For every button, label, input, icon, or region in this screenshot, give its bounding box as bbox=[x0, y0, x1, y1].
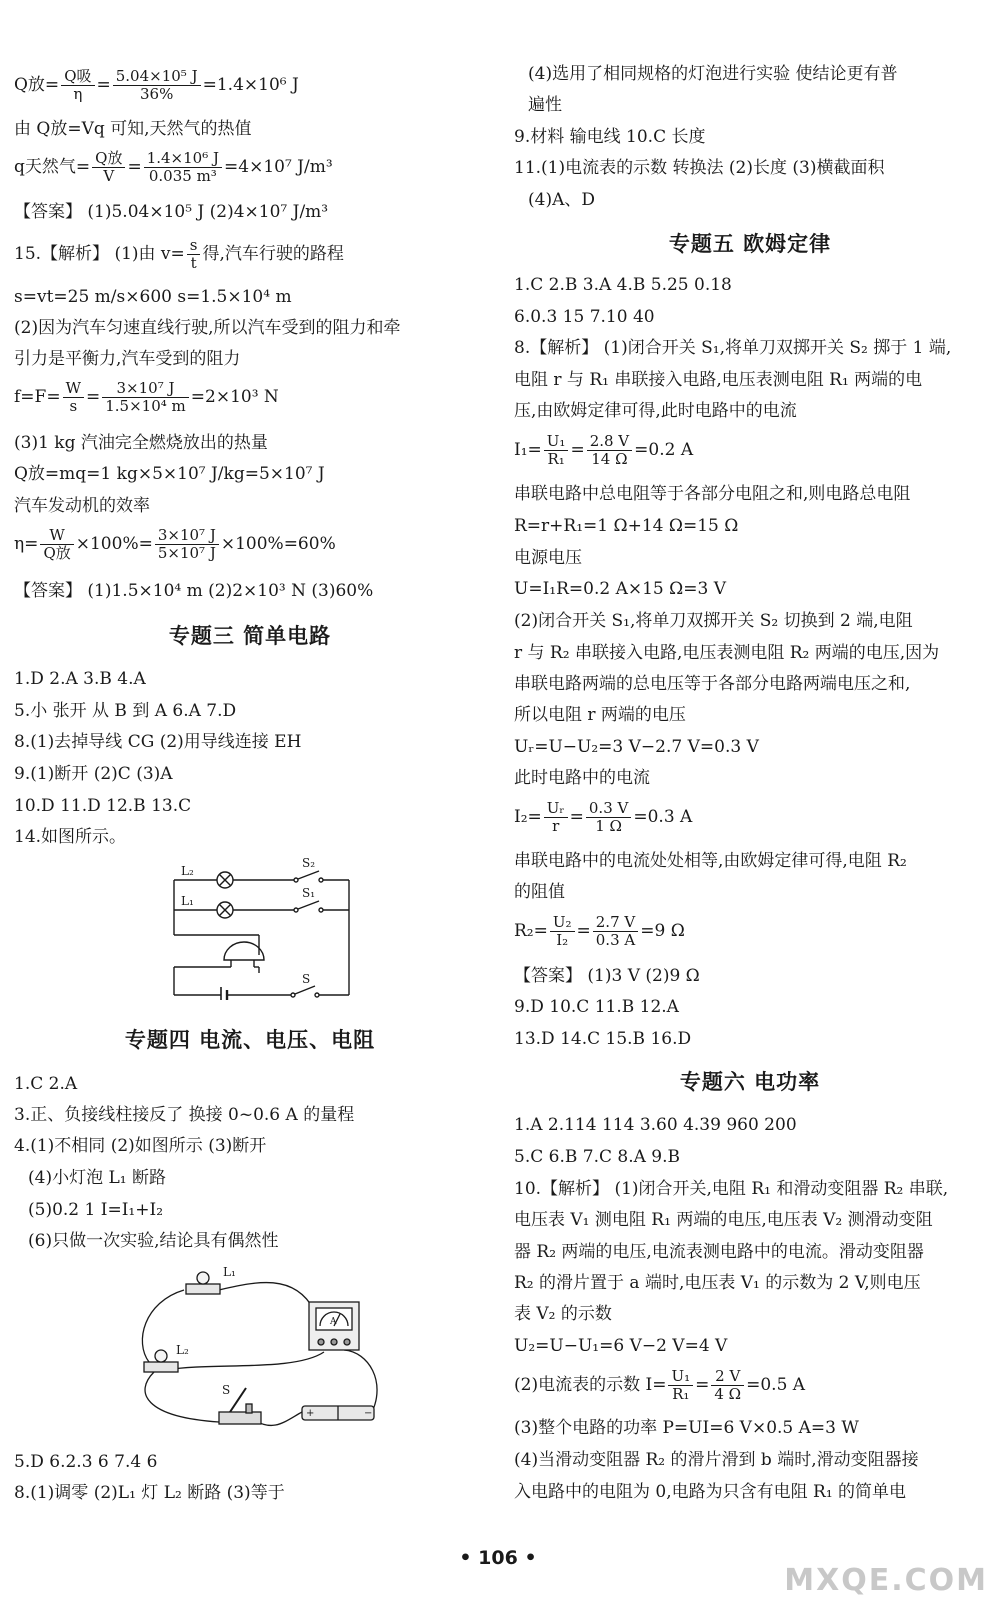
denominator: s bbox=[69, 397, 78, 415]
text-line: 10.D 11.D 12.B 13.C bbox=[14, 796, 192, 816]
text-line: (6)只做一次实验,结论具有偶然性 bbox=[28, 1231, 279, 1251]
denominator: 4 Ω bbox=[714, 1385, 742, 1403]
text-line: 表 V₂ 的示数 bbox=[514, 1304, 612, 1324]
text-line: (3)整个电路的功率 P=UI=6 V×0.5 A=3 W bbox=[514, 1418, 859, 1438]
text-line: R=r+R₁=1 Ω+14 Ω=15 Ω bbox=[514, 516, 739, 536]
numerator: Q吸 bbox=[61, 68, 94, 86]
numerator: U₁ bbox=[668, 1368, 693, 1386]
denominator: 36% bbox=[140, 85, 174, 103]
label-L2: L₂ bbox=[176, 1343, 189, 1357]
text-line: R₂ 的滑片置于 a 端时,电压表 V₁ 的示数为 2 V,则电压 bbox=[514, 1273, 921, 1293]
eq-ammeter bbox=[514, 1368, 805, 1403]
answer-line: 【答案】 (1)3 V (2)9 Ω bbox=[514, 966, 700, 986]
fraction bbox=[586, 800, 631, 835]
eq-resistance bbox=[14, 380, 279, 415]
numerator: U₁ bbox=[544, 433, 569, 451]
svg-text:−: − bbox=[364, 1408, 373, 1419]
eq-text: I₂= bbox=[514, 807, 542, 827]
label-L1: L₁ bbox=[223, 1265, 236, 1279]
eq-text: = bbox=[570, 440, 585, 460]
text-line: 9.材料 输电线 10.C 长度 bbox=[514, 127, 706, 147]
answer-line: 【答案】 (1)1.5×10⁴ m (2)2×10³ N (3)60% bbox=[14, 581, 374, 601]
fraction bbox=[40, 527, 73, 562]
eq-text: = bbox=[569, 807, 584, 827]
eq-text: (2)电流表的示数 I= bbox=[514, 1375, 667, 1395]
text-line: (4)小灯泡 L₁ 断路 bbox=[28, 1168, 166, 1188]
eq-text: ×100%= bbox=[75, 534, 153, 554]
section-title-5: 专题五 欧姆定律 bbox=[668, 232, 832, 256]
numerator: 5.04×10⁵ J bbox=[113, 68, 201, 86]
numerator: Q放 bbox=[92, 150, 125, 168]
text-line: 14.如图所示。 bbox=[14, 827, 127, 847]
eq-current-1 bbox=[514, 433, 693, 468]
text-line: 1.C 2.B 3.A 4.B 5.25 0.18 bbox=[514, 275, 732, 295]
text-line: 压,由欧姆定律可得,此时电路中的电流 bbox=[514, 401, 797, 421]
text-line: 1.D 2.A 3.B 4.A bbox=[14, 669, 146, 689]
section-title-6: 专题六 电功率 bbox=[679, 1070, 821, 1094]
text-line: 8.(1)调零 (2)L₁ 灯 L₂ 断路 (3)等于 bbox=[14, 1483, 285, 1503]
eq-text: 得,汽车行驶的路程 bbox=[202, 244, 344, 264]
eq-text: = bbox=[127, 157, 142, 177]
eq-text: ×100%=60% bbox=[220, 534, 336, 554]
eq-efficiency bbox=[14, 527, 336, 562]
numerator: U₂ bbox=[550, 914, 575, 932]
denominator: I₂ bbox=[556, 931, 569, 949]
eq-resistance-2 bbox=[514, 914, 685, 949]
label-S2: S₂ bbox=[302, 856, 316, 870]
text-line: 遍性 bbox=[528, 95, 562, 115]
text-line: 13.D 14.C 15.B 16.D bbox=[514, 1029, 692, 1049]
fraction bbox=[102, 380, 189, 415]
label-L1: L₁ bbox=[181, 894, 194, 908]
label-L2: L₂ bbox=[181, 864, 194, 878]
text-line: (2)因为汽车匀速直线行驶,所以汽车受到的阻力和牵 bbox=[14, 318, 401, 338]
text-line: 汽车发动机的效率 bbox=[14, 496, 150, 516]
text-line: 电压表 V₁ 测电阻 R₁ 两端的电压,电压表 V₂ 测滑动变阻 bbox=[514, 1210, 933, 1230]
numerator: W bbox=[63, 380, 84, 398]
fraction bbox=[92, 150, 125, 185]
eq-text: = bbox=[86, 387, 101, 407]
eq-text: =9 Ω bbox=[640, 921, 685, 941]
eq-text: R₂= bbox=[514, 921, 548, 941]
numerator: 2.8 V bbox=[587, 433, 632, 451]
eq-text: f=F= bbox=[14, 387, 61, 407]
numerator: Uᵣ bbox=[544, 800, 568, 818]
fraction bbox=[668, 1368, 693, 1403]
text-line: 6.0.3 15 7.10 40 bbox=[514, 307, 655, 327]
page-number: • 106 • bbox=[459, 1547, 537, 1569]
eq-text: η= bbox=[14, 534, 39, 554]
eq-text: q天然气= bbox=[14, 157, 91, 177]
numerator: 1.4×10⁶ J bbox=[144, 150, 222, 168]
text-line: 电阻 r 与 R₁ 串联接入电路,电压表测电阻 R₁ 两端的电 bbox=[514, 370, 923, 390]
text-line: 此时电路中的电流 bbox=[514, 768, 650, 788]
text-line: 5.D 6.2.3 6 7.4 6 bbox=[14, 1452, 158, 1472]
svg-text:+: + bbox=[306, 1408, 315, 1419]
denominator: r bbox=[552, 817, 560, 835]
eq-text: =4×10⁷ J/m³ bbox=[224, 157, 333, 177]
text-line: (4)当滑动变阻器 R₂ 的滑片滑到 b 端时,滑动变阻器接 bbox=[514, 1450, 919, 1470]
denominator: V bbox=[103, 167, 115, 185]
denominator: η bbox=[73, 85, 83, 103]
text-line: U=I₁R=0.2 A×15 Ω=3 V bbox=[514, 579, 726, 599]
text-line: 5.小 张开 从 B 到 A 6.A 7.D bbox=[14, 701, 237, 721]
numerator: 3×10⁷ J bbox=[102, 380, 189, 398]
eq-current-2 bbox=[514, 800, 692, 835]
numerator: 2.7 V bbox=[593, 914, 638, 932]
text-line: 串联电路两端的总电压等于各部分电路两端电压之和, bbox=[514, 674, 911, 694]
denominator: 1.5×10⁴ m bbox=[105, 397, 186, 415]
denominator: R₁ bbox=[547, 450, 565, 468]
fraction bbox=[711, 1368, 744, 1403]
fraction bbox=[544, 800, 568, 835]
text-line: 4.(1)不相同 (2)如图所示 (3)断开 bbox=[14, 1136, 267, 1156]
numerator: 3×10⁷ J bbox=[155, 527, 219, 545]
denominator: 0.035 m³ bbox=[148, 167, 217, 185]
eq-text: =0.2 A bbox=[634, 440, 694, 460]
text-line: 所以电阻 r 两端的电压 bbox=[514, 705, 686, 725]
fraction bbox=[550, 914, 575, 949]
eq-text: = bbox=[96, 75, 111, 95]
text-line: 串联电路中总电阻等于各部分电阻之和,则电路总电阻 bbox=[514, 484, 911, 504]
text-line: s=vt=25 m/s×600 s=1.5×10⁴ m bbox=[14, 287, 292, 307]
answer-line: 【答案】 (1)5.04×10⁵ J (2)4×10⁷ J/m³ bbox=[14, 202, 329, 222]
section-title-4: 专题四 电流、电压、电阻 bbox=[124, 1028, 376, 1052]
eq-text: 15.【解析】 (1)由 v= bbox=[14, 244, 185, 264]
eq-heat-value bbox=[14, 150, 333, 185]
eq-text: = bbox=[576, 921, 591, 941]
fraction bbox=[155, 527, 219, 562]
text-line: 的阻值 bbox=[514, 882, 565, 902]
text-line: (3)1 kg 汽油完全燃烧放出的热量 bbox=[14, 433, 268, 453]
text-line: U₂=U−U₁=6 V−2 V=4 V bbox=[514, 1336, 728, 1356]
denominator: 14 Ω bbox=[591, 450, 628, 468]
text-line: (5)0.2 1 I=I₁+I₂ bbox=[28, 1200, 164, 1220]
text-line: Q放=mq=1 kg×5×10⁷ J/kg=5×10⁷ J bbox=[14, 464, 325, 484]
text-line: 1.C 2.A bbox=[14, 1074, 78, 1094]
fraction bbox=[113, 68, 201, 103]
text-line: 电源电压 bbox=[514, 548, 582, 568]
numerator: s bbox=[187, 237, 201, 255]
text-line: (4)选用了相同规格的灯泡进行实验 使结论更有普 bbox=[528, 64, 898, 84]
text-line: 8.(1)去掉导线 CG (2)用导线连接 EH bbox=[14, 732, 302, 752]
label-S: S bbox=[222, 1383, 231, 1397]
text-line: 入电路中的电阻为 0,电路为只含有电阻 R₁ 的简单电 bbox=[514, 1482, 907, 1502]
fraction bbox=[593, 914, 638, 949]
text-line: 引力是平衡力,汽车受到的阻力 bbox=[14, 349, 241, 369]
eq-text: =0.3 A bbox=[633, 807, 693, 827]
q15-analysis bbox=[14, 237, 344, 272]
eq-text: = bbox=[695, 1375, 710, 1395]
text-line: 5.C 6.B 7.C 8.A 9.B bbox=[514, 1147, 680, 1167]
text-line: 11.(1)电流表的示数 转换法 (2)长度 (3)横截面积 bbox=[514, 158, 885, 178]
eq-text: =0.5 A bbox=[746, 1375, 806, 1395]
denominator: 0.3 A bbox=[595, 931, 636, 949]
eq-text: Q放= bbox=[14, 75, 60, 95]
text-line: 8.【解析】 (1)闭合开关 S₁,将单刀双掷开关 S₂ 掷于 1 端, bbox=[514, 338, 952, 358]
denominator: R₁ bbox=[672, 1385, 690, 1403]
numerator: 0.3 V bbox=[586, 800, 631, 818]
section-title-3: 专题三 简单电路 bbox=[168, 624, 332, 648]
fraction bbox=[587, 433, 632, 468]
fraction bbox=[187, 237, 201, 272]
eq-text: I₁= bbox=[514, 440, 542, 460]
eq-q-fang bbox=[14, 68, 299, 103]
denominator: 1 Ω bbox=[595, 817, 622, 835]
text-line: 9.D 10.C 11.B 12.A bbox=[514, 997, 679, 1017]
text-line: 串联电路中的电流处处相等,由欧姆定律可得,电阻 R₂ bbox=[514, 851, 907, 871]
numerator: W bbox=[40, 527, 73, 545]
denominator: Q放 bbox=[43, 544, 71, 562]
fraction bbox=[544, 433, 569, 468]
text-line: 1.A 2.114 114 3.60 4.39 960 200 bbox=[514, 1115, 797, 1135]
circuit-diagram-parallel bbox=[169, 855, 359, 1000]
text-line: (2)闭合开关 S₁,将单刀双掷开关 S₂ 切换到 2 端,电阻 bbox=[514, 611, 913, 631]
denominator: 5×10⁷ J bbox=[157, 544, 216, 562]
watermark-logo: MXQE.COM bbox=[784, 1563, 988, 1598]
denominator: t bbox=[190, 254, 197, 272]
text-line: r 与 R₂ 串联接入电路,电压表测电阻 R₂ 两端的电压,因为 bbox=[514, 643, 940, 663]
eq-text: =2×10³ N bbox=[190, 387, 279, 407]
eq-text: =1.4×10⁶ J bbox=[202, 75, 299, 95]
label-S: S bbox=[302, 972, 311, 986]
text-line: 器 R₂ 两端的电压,电流表测电路中的电流。滑动变阻器 bbox=[514, 1242, 924, 1262]
text-line: 9.(1)断开 (2)C (3)A bbox=[14, 764, 173, 784]
svg-text:A: A bbox=[330, 1317, 337, 1327]
text-line: 3.正、负接线柱接反了 换接 0~0.6 A 的量程 bbox=[14, 1105, 355, 1125]
numerator: 2 V bbox=[711, 1368, 744, 1386]
label-S1: S₁ bbox=[302, 886, 316, 900]
text-line: Uᵣ=U−U₂=3 V−2.7 V=0.3 V bbox=[514, 737, 759, 757]
fraction bbox=[61, 68, 94, 103]
text-line: 由 Q放=Vq 可知,天然气的热值 bbox=[14, 119, 252, 139]
text-line: 10.【解析】 (1)闭合开关,电阻 R₁ 和滑动变阻器 R₂ 串联, bbox=[514, 1179, 949, 1199]
circuit-diagram-physical bbox=[124, 1262, 384, 1437]
fraction bbox=[144, 150, 222, 185]
text-line: (4)A、D bbox=[528, 190, 595, 210]
fraction bbox=[63, 380, 84, 415]
